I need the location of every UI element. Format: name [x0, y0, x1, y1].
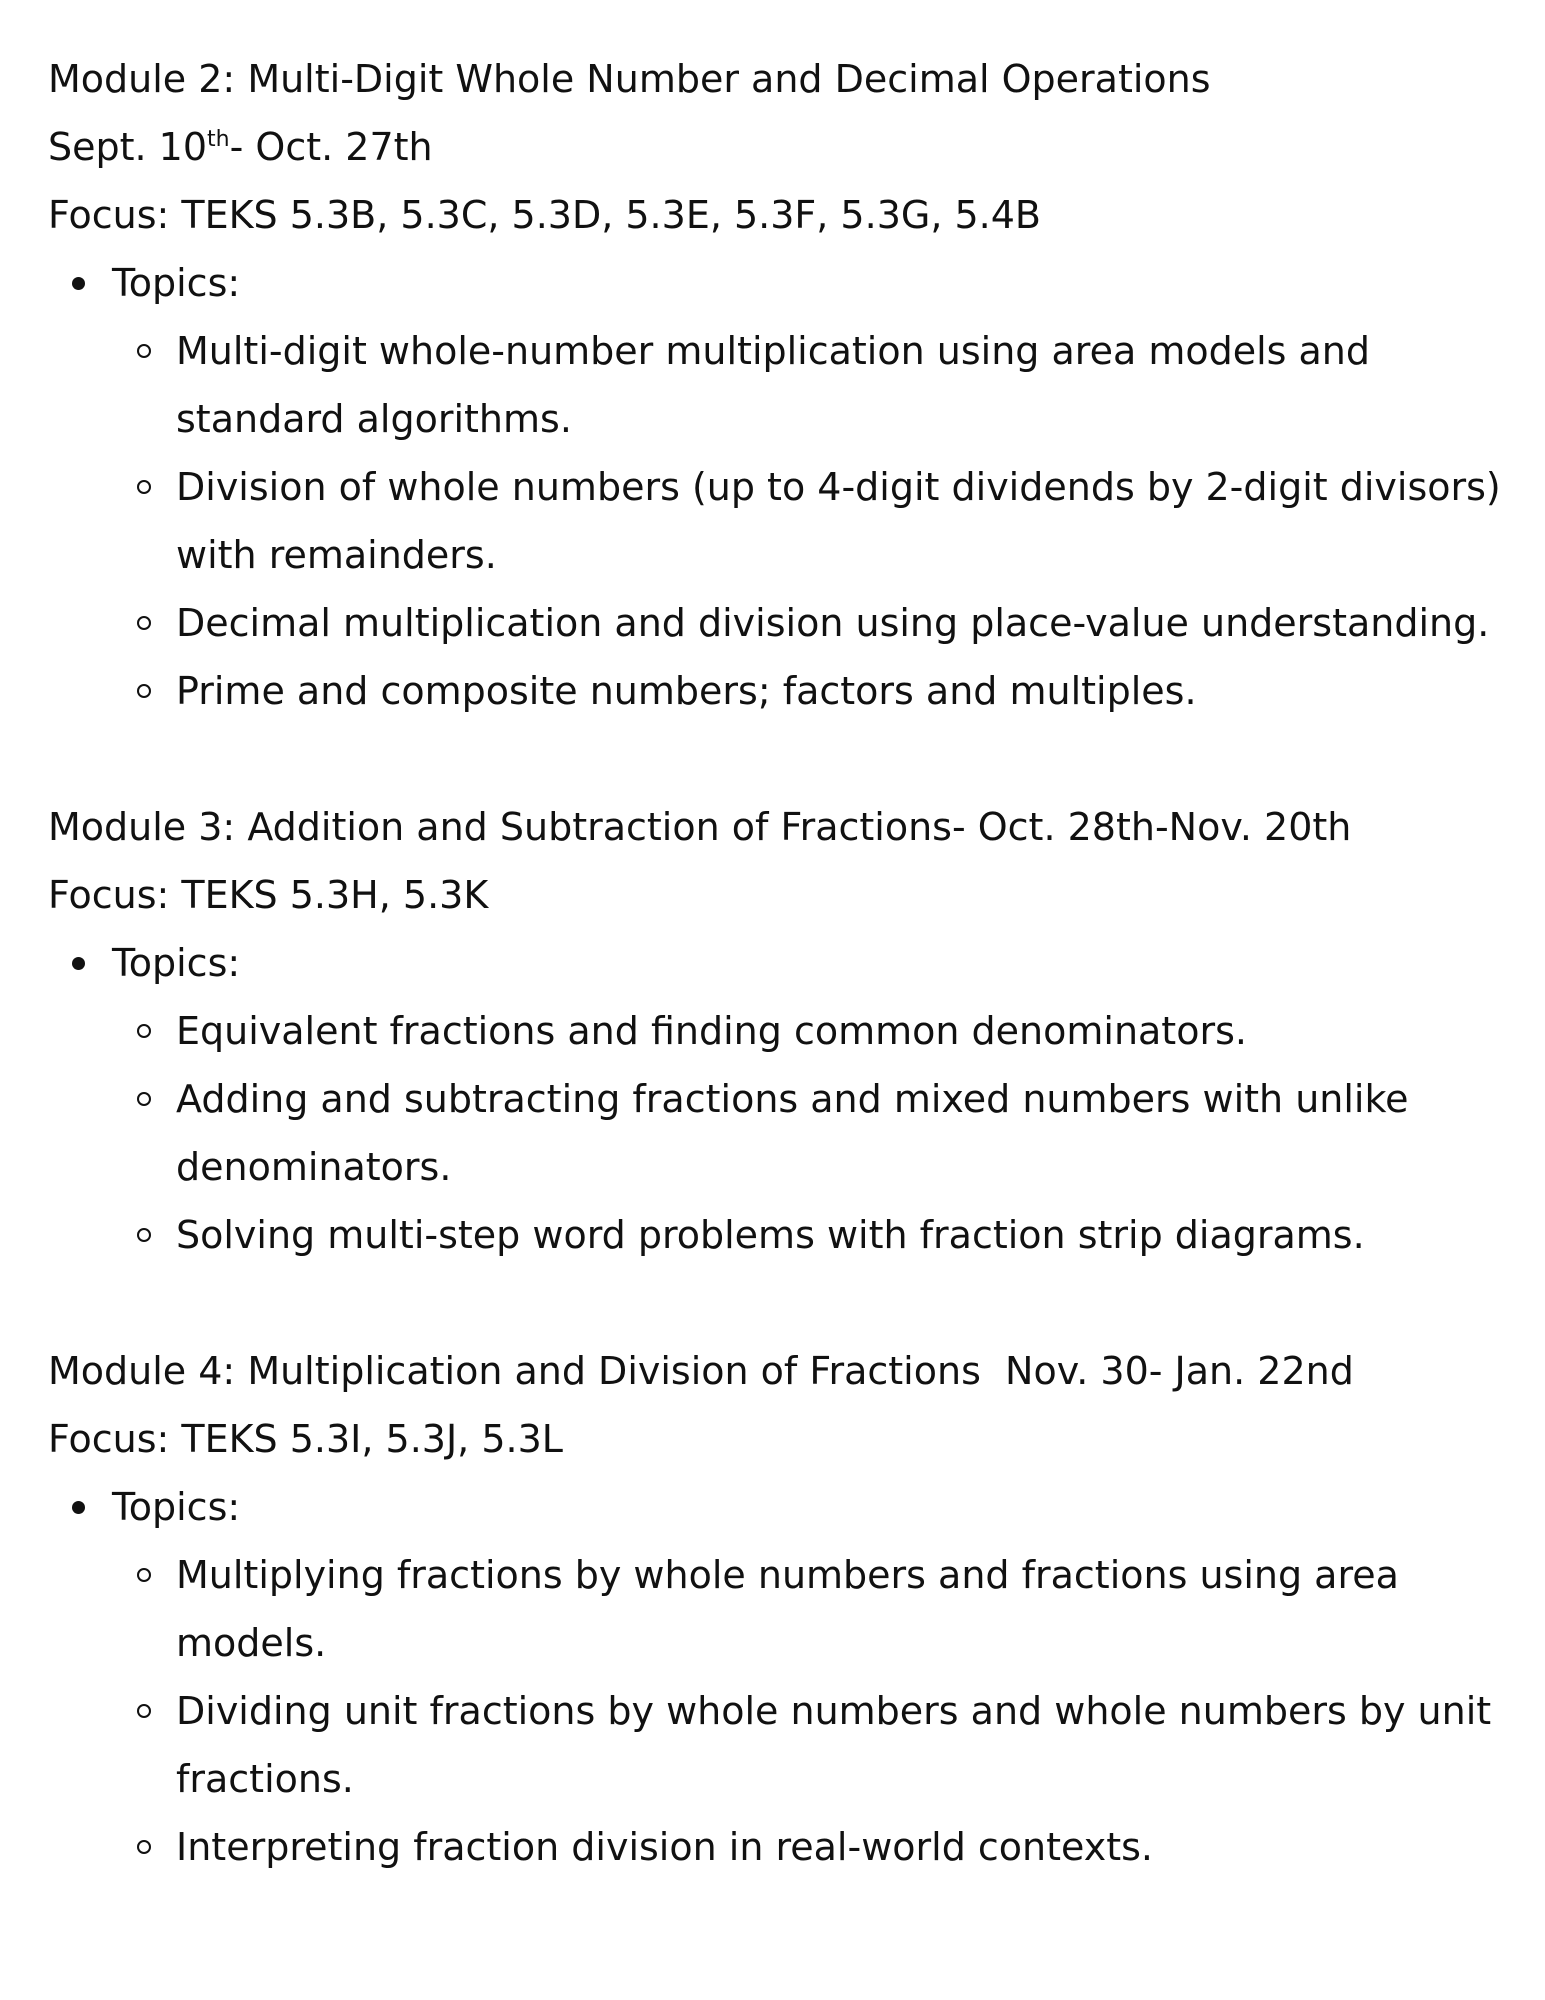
hollow-bullet-icon: [137, 1092, 151, 1106]
module-4-topics-item: [48, 1473, 1488, 1541]
list-item-text: Decimal multiplication and division using place-value understanding.: [176, 601, 1490, 645]
module-2-topics-label: Topics:: [112, 261, 241, 305]
hollow-bullet-icon: [137, 1024, 151, 1038]
list-item: [48, 589, 1506, 657]
list-item: [48, 453, 1506, 589]
module-2-section: [48, 45, 1501, 725]
list-item-text: Multi-digit whole-number multiplication using area models and standard algorithms.: [176, 329, 1371, 441]
list-item-text: Multiplying fractions by whole numbers and fractions using area models.: [176, 1553, 1399, 1665]
module-2-dates-end: - Oct. 27th: [229, 125, 433, 169]
section-spacer: [48, 1269, 1488, 1337]
bullet-icon: [72, 957, 85, 970]
list-item-text: Dividing unit fractions by whole numbers and whole numbers by unit fractions.: [176, 1689, 1492, 1801]
module-4-topics-label: Topics:: [112, 1485, 241, 1529]
module-4-topics-list: [48, 1473, 1488, 1541]
module-2-title: Module 2: Multi-Digit Whole Number and Decimal Operations: [48, 57, 1211, 101]
module-2-dates-start: Sept. 10: [48, 125, 208, 169]
module-3-subtopics-list: [48, 997, 1488, 1269]
module-4-subtopics-list: [48, 1541, 1492, 1881]
document-body: [48, 45, 1501, 1881]
module-3-topics-list: [48, 929, 1488, 997]
hollow-bullet-icon: [137, 1228, 151, 1242]
module-2-dates: [48, 113, 1488, 181]
module-4-focus: Focus: TEKS 5.3I, 5.3J, 5.3L: [48, 1417, 563, 1461]
list-item: [48, 657, 1506, 725]
module-2-dates-superscript: th: [207, 127, 230, 152]
list-item-text: Adding and subtracting fractions and mixed numbers with unlike denominators.: [176, 1077, 1409, 1189]
bullet-icon: [72, 1501, 85, 1514]
list-item: [48, 997, 1506, 1065]
hollow-bullet-icon: [137, 684, 151, 698]
list-item-text: Division of whole numbers (up to 4-digit dividends by 2-digit divisors) with remainders.: [176, 465, 1501, 577]
hollow-bullet-icon: [137, 480, 151, 494]
list-item: [48, 317, 1506, 453]
module-4-section: [48, 1337, 1492, 1881]
module-2-subtopics-list: [48, 317, 1501, 725]
list-item: [48, 1065, 1506, 1201]
module-2-topics-item: [48, 249, 1488, 317]
module-2-topics-list: [48, 249, 1488, 317]
list-item-text: Solving multi-step word problems with fraction strip diagrams.: [176, 1213, 1365, 1257]
hollow-bullet-icon: [137, 1704, 151, 1718]
hollow-bullet-icon: [137, 1568, 151, 1582]
module-2-focus: Focus: TEKS 5.3B, 5.3C, 5.3D, 5.3E, 5.3F, 5.3G, 5.4B: [48, 193, 1041, 237]
module-3-focus: Focus: TEKS 5.3H, 5.3K: [48, 873, 489, 917]
list-item: [48, 1677, 1506, 1813]
module-4-title: Module 4: Multiplication and Division of Fractions Nov. 30- Jan. 22nd: [48, 1349, 1354, 1393]
hollow-bullet-icon: [137, 616, 151, 630]
module-3-title: Module 3: Addition and Subtraction of Fractions- Oct. 28th-Nov. 20th: [48, 805, 1352, 849]
module-3-topics-label: Topics:: [112, 941, 241, 985]
module-3-topics-item: [48, 929, 1488, 997]
list-item-text: Interpreting fraction division in real-world contexts.: [176, 1825, 1154, 1869]
list-item-text: Equivalent fractions and finding common denominators.: [176, 1009, 1247, 1053]
list-item: [48, 1201, 1506, 1269]
hollow-bullet-icon: [137, 344, 151, 358]
section-spacer: [48, 725, 1488, 793]
module-3-section: [48, 793, 1488, 1269]
bullet-icon: [72, 277, 85, 290]
list-item-text: Prime and composite numbers; factors and multiples.: [176, 669, 1197, 713]
list-item: [48, 1813, 1506, 1881]
hollow-bullet-icon: [137, 1840, 151, 1854]
list-item: [48, 1541, 1506, 1677]
